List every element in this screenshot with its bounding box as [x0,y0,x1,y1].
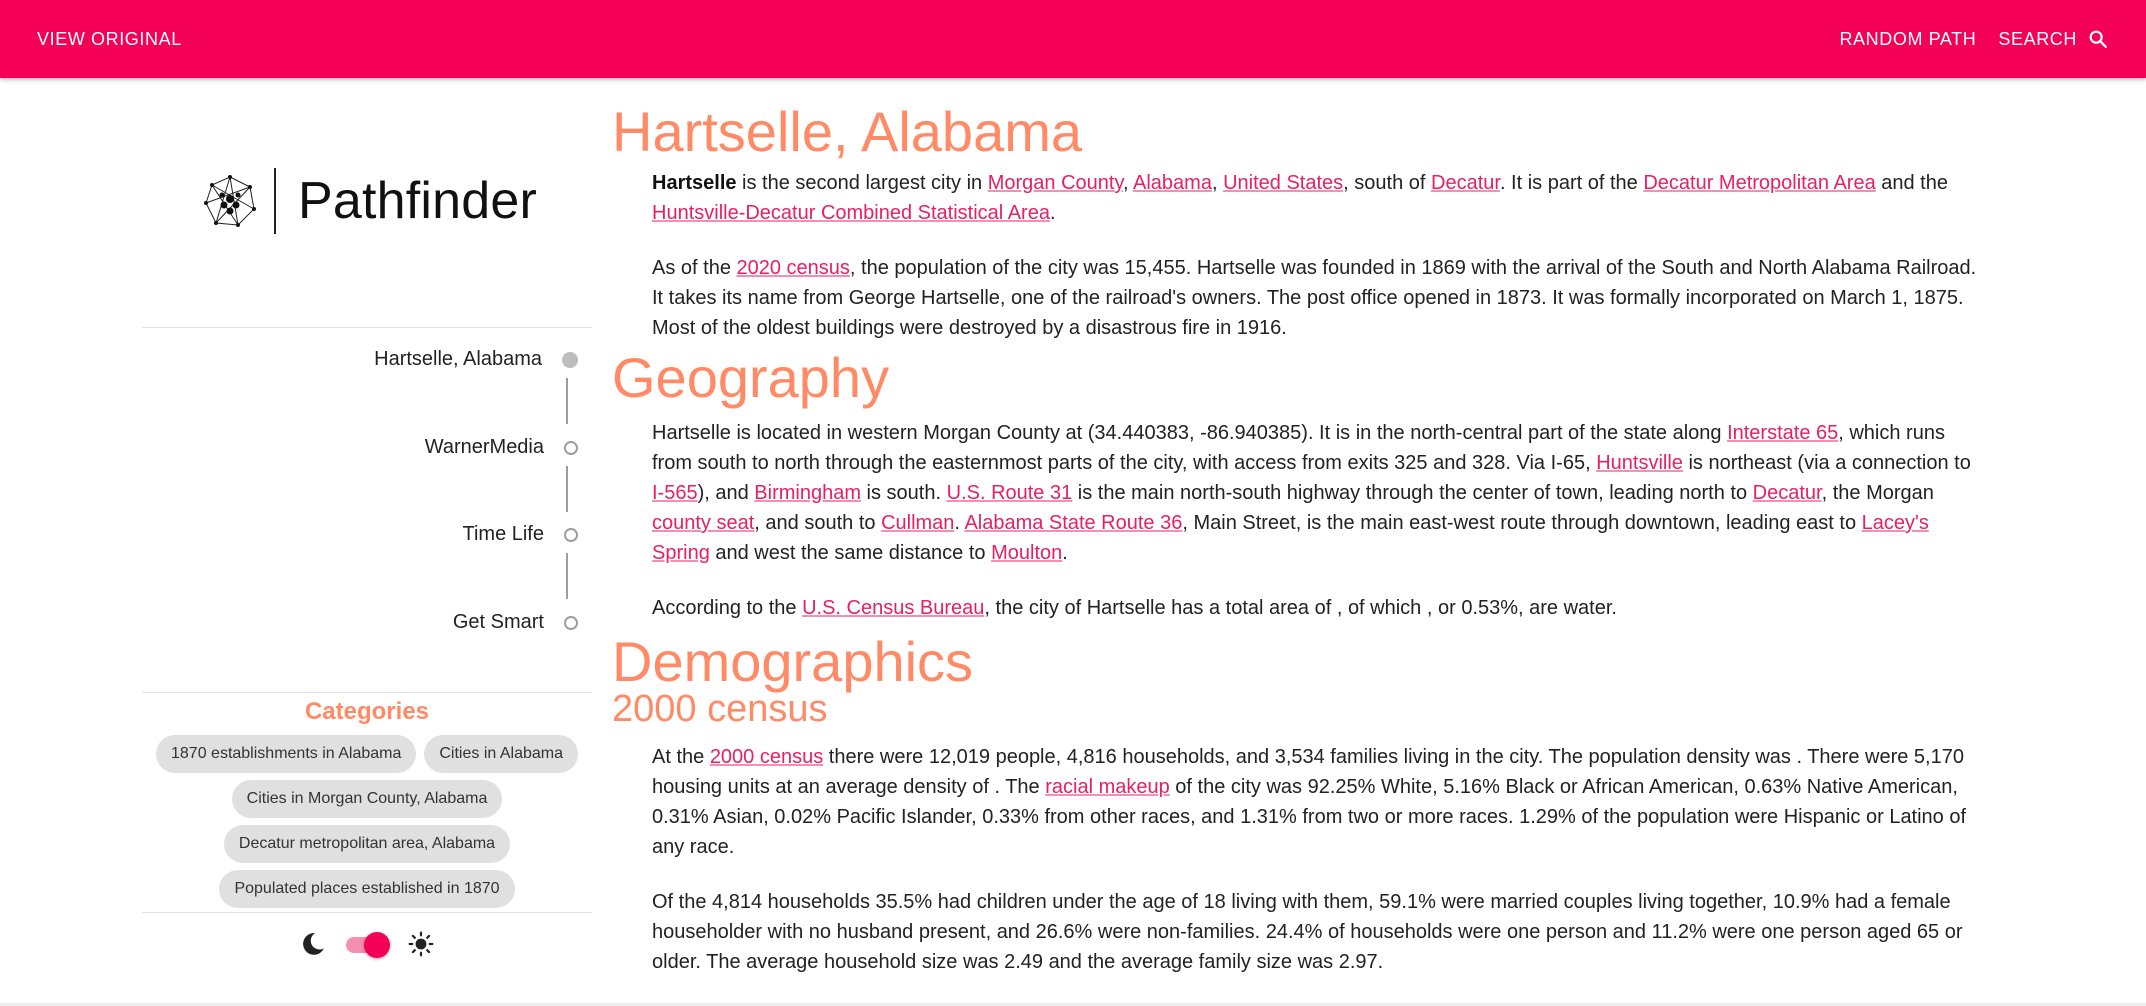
path-dot [564,616,578,630]
text: is northeast (via a connection to [1682,452,1971,474]
category-chip[interactable]: Populated places established in 1870 [219,870,514,908]
article-title: Hartselle, Alabama [612,100,1083,163]
text: Hartselle is located in western Morgan County at (34.440383, -86.940385). It is in the north-central part of the state along [652,422,1728,444]
demographics-heading: Demographics [612,630,974,693]
link-morgan-county[interactable]: Morgan County [987,172,1123,194]
link-2020-census[interactable]: 2020 census [736,257,850,279]
path-connector [566,466,568,512]
link-county-seat[interactable]: county seat [652,512,755,534]
path-dot [564,441,578,455]
link-interstate-65[interactable]: Interstate 65 [1727,422,1839,444]
sun-icon [408,931,434,957]
link-cullman[interactable]: Cullman [881,512,955,534]
path-item-time-life[interactable] [462,523,578,546]
category-chip[interactable]: Cities in Morgan County, Alabama [232,780,503,818]
network-logo-icon [202,173,258,229]
link-decatur-metropolitan-area[interactable]: Decatur Metropolitan Area [1643,172,1876,194]
article-content [612,78,1982,977]
sidebar-divider [142,912,592,913]
path-connector [566,378,568,424]
path-item-label: WarnerMedia [424,436,544,458]
logo-divider [274,168,276,234]
link-birmingham[interactable]: Birmingham [754,482,861,504]
text: and west the same distance to [709,542,992,564]
link-alabama-state-route-36[interactable]: Alabama State Route 36 [964,512,1183,534]
text: As of the [652,257,737,279]
path-connector [566,553,568,599]
search-icon [2087,28,2109,50]
text: , Main Street, is the main east-west route through downtown, leading east to [1182,512,1862,534]
text: At the [652,746,710,768]
geography-paragraph-2 [652,593,1982,623]
path-item-get-smart[interactable] [453,611,578,634]
text: . [1062,542,1068,564]
link-decatur[interactable]: Decatur [1752,482,1822,504]
app-logo[interactable] [202,168,537,234]
census-2000-subheading: 2000 census [612,688,828,730]
link-i-565[interactable]: I-565 [652,482,698,504]
text: According to the [652,597,803,619]
path-item-warnermedia[interactable] [425,436,578,459]
link-decatur[interactable]: Decatur [1431,172,1500,194]
link-us-census-bureau[interactable]: U.S. Census Bureau [802,597,985,619]
path-item-label: Time Life [462,523,544,545]
geography-paragraph-1 [652,418,1982,568]
theme-toggle-switch[interactable] [344,930,390,958]
link-moulton[interactable]: Moulton [991,542,1063,564]
logo-text: Pathfinder [298,172,538,230]
text: , and south to [754,512,882,534]
text: , which runs from south to north through the easternmost parts of the city, with access from exits 325 and 328. Via I-65, [652,422,1945,474]
path-dot [564,528,578,542]
demographics-paragraph-2: Of the 4,814 households 35.5% had children under the age of 18 living with them, 59.1% were married couples living together, 10.9% had a female householder with no husband present, and 26.6% were non-families. 24.4% of households were one person and 11.2% were one person aged 65 or older. The average household size was 2.49 and the average family size was 2.97. [652,891,1963,973]
link-2000-census[interactable]: 2000 census [709,746,824,768]
sidebar [142,78,592,1006]
text: , the city of Hartselle has a total area of , of which , or 0.53%, are water. [984,597,1617,619]
categories-title: Categories [304,698,430,725]
text: and the [1875,172,1948,194]
link-alabama[interactable]: Alabama [1133,172,1212,194]
path-item-label: Hartselle, Alabama [374,348,542,370]
text: , [1211,172,1224,194]
category-chip[interactable]: Cities in Alabama [424,735,578,773]
text: . [954,512,965,534]
text: , the population of the city was 15,455. Hartselle was founded in 1869 with the arrival of the South and North Alabama Railroad. It takes its name from George Hartselle, one of the railroad's owners. The post office opened in 1873. It was formally incorporated on March 1, 1875. Most of the oldest buildings were destroyed by a disastrous fire in 1916. [652,257,1977,339]
text: is the second largest city in [736,172,988,194]
top-bar-actions [1839,28,2109,50]
intro-paragraph-1 [652,168,1982,228]
path-item-label: Get Smart [452,611,544,633]
sidebar-divider [142,327,592,328]
link-laceys-spring[interactable]: Lacey's Spring [652,512,1929,564]
search-button[interactable] [1998,28,2109,50]
sidebar-divider [142,692,592,693]
link-united-states[interactable]: United States [1223,172,1344,194]
text: is the main north-south highway through the center of town, leading north to [1072,482,1753,504]
geography-heading: Geography [612,346,890,409]
text: of the city was 92.25% White, 5.16% Black or African American, 0.63% Native American, 0.31% Asian, 0.02% Pacific Islander, 0.33% from other races, and 1.31% from two or more races. 1.29% of the population were Hispanic or Latino of any race. [652,776,1967,858]
random-path-button[interactable]: RANDOM PATH [1839,28,1977,49]
link-huntsville[interactable]: Huntsville [1596,452,1683,474]
text: . It is part of the [1499,172,1644,194]
link-us-route-31[interactable]: U.S. Route 31 [946,482,1073,504]
text: ), and [697,482,755,504]
text: , the Morgan [1821,482,1934,504]
text: , [1123,172,1134,194]
intro-paragraph-2 [652,253,1982,343]
text: , south of [1343,172,1431,194]
demographics-paragraph-1 [652,742,1982,862]
category-chip[interactable]: 1870 establishments in Alabama [156,735,416,773]
path-item-hartselle-alabama[interactable] [374,348,578,371]
text: . [1049,202,1056,224]
top-app-bar [0,0,2146,78]
text: there were 12,019 people, 4,816 households, and 3,534 families living in the city. The population density was . There were 5,170 housing units at an average density of . The [652,746,1964,798]
search-label: SEARCH [1998,28,2077,49]
path-dot-current [562,352,578,368]
category-chips [142,735,592,915]
link-racial-makeup[interactable]: racial makeup [1045,776,1170,798]
link-huntsville-decatur-csa[interactable]: Huntsville-Decatur Combined Statistical Area [652,202,1050,224]
moon-icon [300,931,326,957]
text: is south. [861,482,947,504]
category-chip[interactable]: Decatur metropolitan area, Alabama [224,825,510,863]
bold-term: Hartselle [652,172,737,194]
switch-thumb [364,932,390,958]
view-original-button[interactable]: VIEW ORIGINAL [37,28,182,49]
theme-toggle-row [142,930,592,958]
